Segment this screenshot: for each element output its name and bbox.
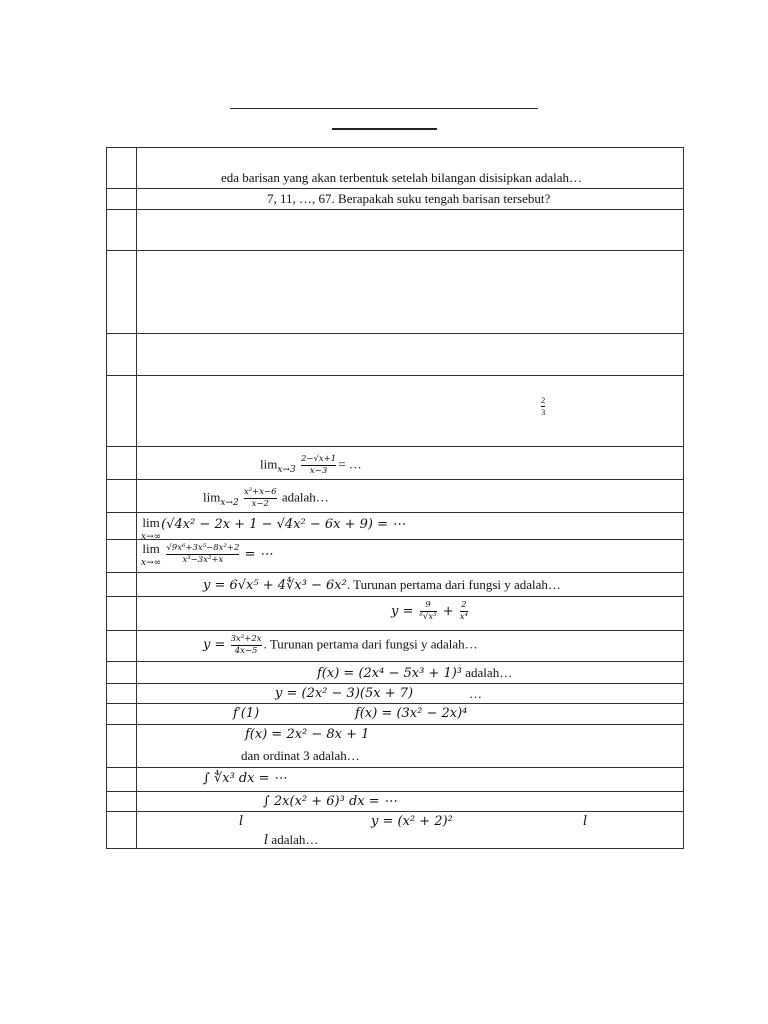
table-row <box>107 631 684 662</box>
derivative-label: f′(1) <box>233 706 260 721</box>
row-number-cell <box>107 597 137 631</box>
limit-expression: $\lim_{x\to 3}$ $\frac{2-√x+1}{x-3}$ = … <box>260 454 362 476</box>
question-cell <box>137 148 684 189</box>
fraction-denominator: x⁴ <box>459 611 468 622</box>
table-row <box>107 334 684 376</box>
question-cell <box>137 725 684 768</box>
question-cell <box>137 480 684 513</box>
question-cell <box>137 573 684 597</box>
fraction-denominator: 3 <box>541 406 546 417</box>
question-text: eda barisan yang akan terbentuk setelah bilangan disisipkan adalah… <box>221 170 582 185</box>
question-cell <box>137 447 684 480</box>
row-number-cell <box>107 251 137 334</box>
math-expression: f(x) = 2x² − 8x + 1 <box>245 727 370 742</box>
fraction-denominator: ⁶√x⁵ <box>419 611 437 622</box>
row-number-cell <box>107 189 137 210</box>
math-expression: f(x) = (2x⁴ − 5x³ + 1)³ <box>317 666 463 681</box>
question-line <box>203 635 478 656</box>
limit-subscript: x→3 <box>277 465 296 475</box>
question-cell <box>137 684 684 704</box>
math-expression: f(x) = (3x² − 2x)⁴ <box>355 706 468 721</box>
question-text: dan ordinat 3 adalah… <box>241 748 360 763</box>
math-expression: (√4x² − 2x + 1 − √4x² − 6x + 9) = ⋯ <box>161 517 406 532</box>
question-cell <box>137 334 684 376</box>
question-text: 7, 11, …, 67. Berapakah suku tengah barisan tersebut? <box>267 191 551 206</box>
row-number-cell <box>107 768 137 792</box>
table-row <box>107 768 684 792</box>
expression-tail: … <box>469 686 482 701</box>
row-number-cell <box>107 684 137 704</box>
row-number-cell <box>107 573 137 597</box>
table-row <box>107 792 684 812</box>
question-cell <box>137 597 684 631</box>
expression-tail: = ⋯ <box>244 546 273 562</box>
row-number-cell <box>107 210 137 251</box>
table-row <box>107 684 684 704</box>
fraction-numerator: x²+x−6 <box>243 487 277 497</box>
question-cell <box>137 631 684 662</box>
table-row <box>107 376 684 447</box>
expression-lhs: y = <box>203 637 226 653</box>
question-cell <box>137 792 684 812</box>
question-line <box>264 833 318 847</box>
limit-subscript: x→∞ <box>141 557 162 568</box>
expression-lhs: y = <box>391 603 414 619</box>
fraction-numerator: 2 <box>541 395 546 405</box>
row-number-cell <box>107 148 137 189</box>
table-row <box>107 513 684 540</box>
title-line-long <box>230 108 538 109</box>
row-number-cell <box>107 334 137 376</box>
math-expression <box>391 601 470 622</box>
table-row <box>107 251 684 334</box>
table-row <box>107 573 684 597</box>
row-number-cell <box>107 662 137 684</box>
question-line <box>203 578 561 592</box>
row-number-cell <box>107 725 137 768</box>
math-expression: y = (2x² − 3)(5x + 7) <box>275 686 414 701</box>
limit-subscript: x→2 <box>220 498 239 508</box>
title-line-short <box>332 128 437 130</box>
question-cell <box>137 376 684 447</box>
question-cell <box>137 768 684 792</box>
question-cell <box>137 189 684 210</box>
expression-tail: . Turunan pertama dari fungsi y adalah… <box>346 577 561 592</box>
question-cell <box>137 540 684 573</box>
limit-expression: $\lim_{x\to 2}$ $\frac{\text{x²+x−6}}{x-2}$ adalah… <box>203 487 329 509</box>
question-cell <box>137 513 684 540</box>
table-row <box>107 812 684 849</box>
table-row <box>107 704 684 725</box>
fraction-numerator: 3x²+2x <box>230 634 262 644</box>
fraction-numerator: 9 <box>425 600 431 610</box>
fraction-denominator: x³−3x²+x <box>182 555 224 566</box>
limit-subscript: x→∞ <box>141 531 162 542</box>
table-row <box>107 662 684 684</box>
question-cell <box>137 251 684 334</box>
limit-expression: lim x→∞ $\frac{\text{√9x⁶+3x⁵−8x²+2}}{\text{x³−3x²+x}}$ = ⋯ <box>141 541 273 568</box>
variable-label: l <box>583 814 588 829</box>
table-row <box>107 597 684 631</box>
fraction-denominator: x−3 <box>309 465 328 476</box>
expression-tail: . Turunan pertama dari fungsi y adalah… <box>263 636 478 652</box>
table-row <box>107 480 684 513</box>
table-row <box>107 447 684 480</box>
question-cell <box>137 662 684 684</box>
fraction-denominator: x−2 <box>251 498 269 509</box>
table-row <box>107 148 684 189</box>
fraction-numerator: 2 <box>461 600 467 610</box>
row-number-cell <box>107 631 137 662</box>
row-number-cell <box>107 480 137 513</box>
math-expression: y = (x² + 2)² <box>371 814 453 829</box>
question-line <box>317 666 512 680</box>
table-row <box>107 540 684 573</box>
question-text: adalah… <box>268 832 319 847</box>
question-cell <box>137 812 684 849</box>
integral-expression: ∫ ∜x³ dx = ⋯ <box>203 771 287 786</box>
variable-label: l <box>264 833 269 848</box>
fraction <box>539 396 547 417</box>
row-number-cell <box>107 513 137 540</box>
expression-tail: = … <box>338 456 362 472</box>
table-row <box>107 725 684 768</box>
expression-tail: adalah… <box>462 665 513 680</box>
row-number-cell <box>107 704 137 725</box>
row-number-cell <box>107 792 137 812</box>
row-number-cell <box>107 376 137 447</box>
row-number-cell <box>107 540 137 573</box>
plus-sign: + <box>442 603 454 619</box>
fraction-numerator: √9x⁶+3x⁵−8x²+2 <box>166 543 240 554</box>
table-row <box>107 189 684 210</box>
expression-tail: adalah… <box>281 489 329 505</box>
integral-expression: ∫ 2x(x² + 6)³ dx = ⋯ <box>263 794 397 809</box>
math-expression: y = 6√x⁵ + 4∜x³ − 6x² <box>203 578 347 593</box>
variable-label: l <box>239 814 244 829</box>
question-cell <box>137 210 684 251</box>
question-table <box>106 147 684 849</box>
question-cell <box>137 704 684 725</box>
fraction-numerator: 2−√x+1 <box>300 454 337 464</box>
fraction-denominator: 4x−5 <box>234 645 258 656</box>
limit-expression: lim x→∞(√4x² − 2x + 1 − √4x² − 6x + 9) = ⋯ <box>141 515 406 542</box>
table-row <box>107 210 684 251</box>
row-number-cell <box>107 447 137 480</box>
row-number-cell <box>107 812 137 849</box>
